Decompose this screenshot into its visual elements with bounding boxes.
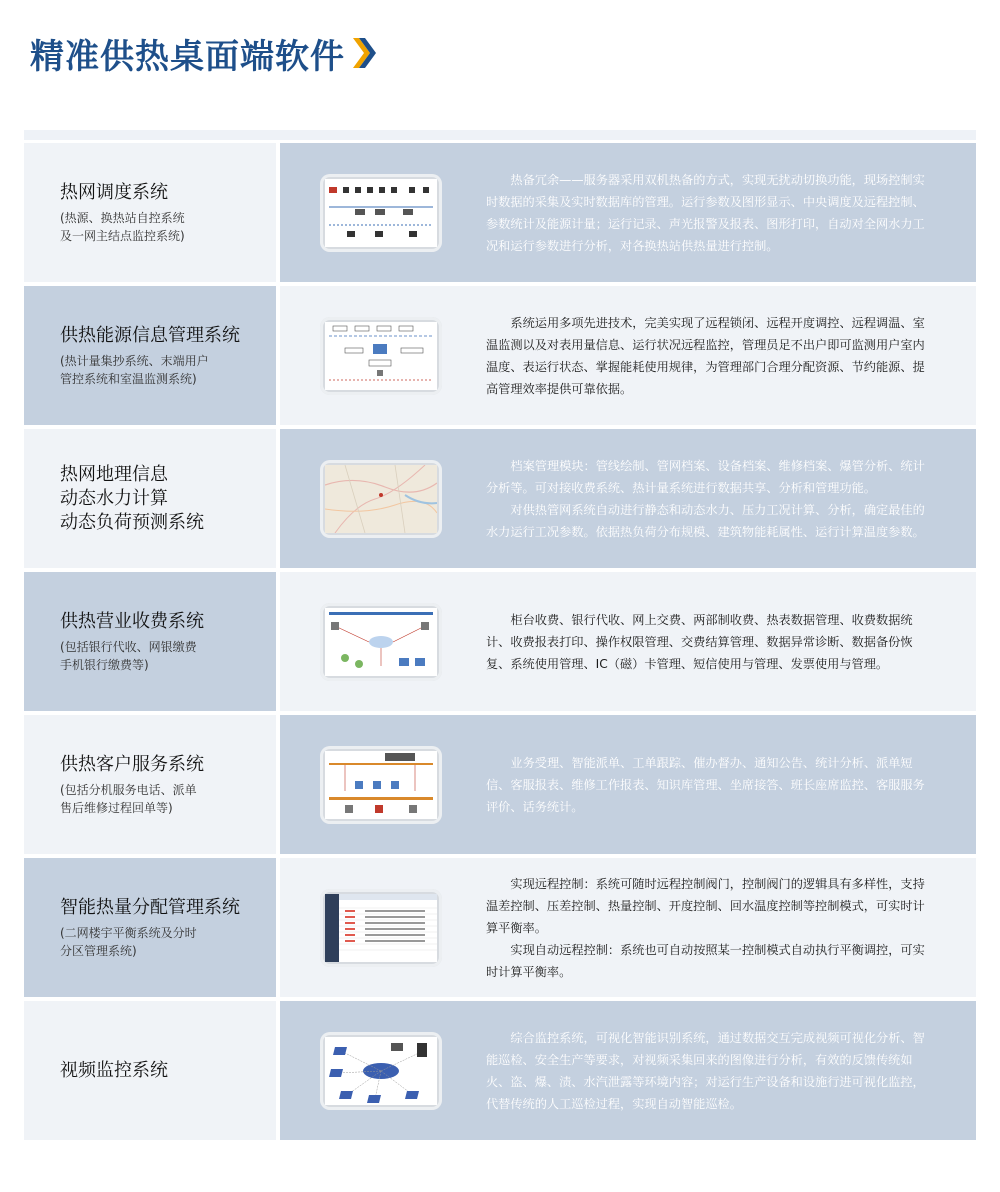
description-paragraph: 实现自动远程控制：系统也可自动按照某一控制模式自动执行平衡调控，可实时计算平衡率。 [486, 942, 925, 979]
description-paragraph: 业务受理、智能派单、工单跟踪、催办督办、通知公告、统计分析、派单短信、客服报表、维修工作报表、知识库管理、坐席接答、班长座席监控、客服服务评价、话务统计。 [486, 755, 925, 814]
description-paragraph: 实现远程控制：系统可随时远程控制阀门，控制阀门的逻辑具有多样性，支持温差控制、压差控制、热量控制、开度控制、回水温度控制等控制模式，可实时计算平衡率。 [486, 876, 925, 935]
row-title: 供热客户服务系统 [60, 753, 204, 775]
page-title: 精准供热桌面端软件 [30, 36, 345, 77]
row-description [486, 455, 930, 543]
row-content [280, 572, 976, 711]
software-table-screenshot-icon [320, 889, 442, 967]
row-heading [24, 429, 276, 568]
system-row-energy-info [24, 286, 976, 425]
row-heading [24, 715, 276, 854]
row-description [486, 1027, 930, 1115]
row-content [280, 1001, 976, 1140]
row-heading [24, 572, 276, 711]
call-center-diagram-icon [320, 746, 442, 824]
row-heading [24, 286, 276, 425]
row-subtitle: (二网楼宇平衡系统及分时 分区管理系统) [60, 925, 197, 958]
description-paragraph: 柜台收费、银行代收、网上交费、两部制收费、热表数据管理、收费数据统计、收费报表打印、操作权限管理、交费结算管理、数据异常诊断、数据备份恢复、系统使用管理、IC（磁）卡管理、短信使用与管理、发票使用与管理。 [486, 612, 913, 671]
row-title: 供热营业收费系统 [60, 610, 204, 632]
row-description [486, 609, 930, 675]
description-paragraph: 对供热管网系统自动进行静态和动态水力、压力工况计算、分析，确定最佳的水力运行工况参数。依据热负荷分布规模、建筑物能耗属性、运行计算温度参数。 [486, 502, 925, 539]
description-paragraph: 热备冗余——服务器采用双机热备的方式，实现无扰动切换功能，现场控制实时数据的采集及实时数据库的管理。运行参数及图形显示、中央调度及远程控制、参数统计及能源计量；运行记录、声光报警及报表、图形打印，自动对全网水力工况和运行参数进行分析，对各换热站供热量进行控制。 [486, 172, 925, 253]
row-subtitle: (包括分机服务电话、派单 售后维修过程回单等) [60, 782, 197, 815]
description-paragraph: 档案管理模块：管线绘制、管网档案、设备档案、维修档案、爆管分析、统计分析等。可对接收费系统、热计量系统进行数据共享、分析和管理功能。 [486, 458, 925, 495]
row-heading [24, 143, 276, 282]
row-description [486, 312, 930, 400]
row-title: 智能热量分配管理系统 [60, 896, 240, 918]
gis-map-icon [320, 460, 442, 538]
system-row-customer-service [24, 715, 976, 854]
top-band [24, 130, 976, 140]
system-list [24, 143, 976, 1144]
system-row-heat-allocation [24, 858, 976, 997]
row-title: 热网地理信息 动态水力计算 动态负荷预测系统 [60, 463, 204, 533]
row-heading [24, 1001, 276, 1140]
row-content [280, 286, 976, 425]
row-title: 供热能源信息管理系统 [60, 324, 240, 346]
row-content [280, 715, 976, 854]
video-cloud-network-icon [320, 1032, 442, 1110]
system-row-video [24, 1001, 976, 1140]
row-subtitle: (热计量集抄系统、末端用户 管控系统和室温监测系统) [60, 353, 209, 386]
row-subtitle: (热源、换热站自控系统 及一网主结点监控系统) [60, 210, 185, 243]
scada-network-diagram-icon [320, 174, 442, 252]
system-row-gis [24, 429, 976, 568]
page-header [30, 28, 377, 78]
system-row-billing [24, 572, 976, 711]
description-paragraph: 系统运用多项先进技术，完美实现了远程锁闭、远程开度调控、远程调温、室温监测以及对表用量信息、运行状况远程监控，管理员足不出户即可监测用户室内温度、表运行状态、掌握能耗使用规律，为管理部门合理分配资源、节约能源、提高管理效率提供可靠依据。 [486, 315, 925, 396]
billing-network-icon [320, 603, 442, 681]
row-description [486, 752, 930, 818]
row-description [486, 873, 930, 983]
row-title: 视频监控系统 [60, 1059, 168, 1081]
energy-info-diagram-icon [320, 317, 442, 395]
chevron-right-icon [351, 35, 377, 71]
description-paragraph: 综合监控系统，可视化智能识别系统，通过数据交互完成视频可视化分析、智能巡检、安全生产等要求，对视频采集回来的图像进行分析，有效的反馈传统如火、盗、爆、渍、水汽泄露等环境内容；对运行生产设备和设施行进可视化监控，代替传统的人工巡检过程，实现自动智能巡检。 [486, 1030, 925, 1111]
row-content [280, 858, 976, 997]
row-subtitle: (包括银行代收、网银缴费 手机银行缴费等) [60, 639, 197, 672]
row-content [280, 143, 976, 282]
row-heading [24, 858, 276, 997]
row-description [486, 169, 930, 257]
row-title: 热网调度系统 [60, 181, 168, 203]
system-row-dispatch [24, 143, 976, 282]
row-content [280, 429, 976, 568]
